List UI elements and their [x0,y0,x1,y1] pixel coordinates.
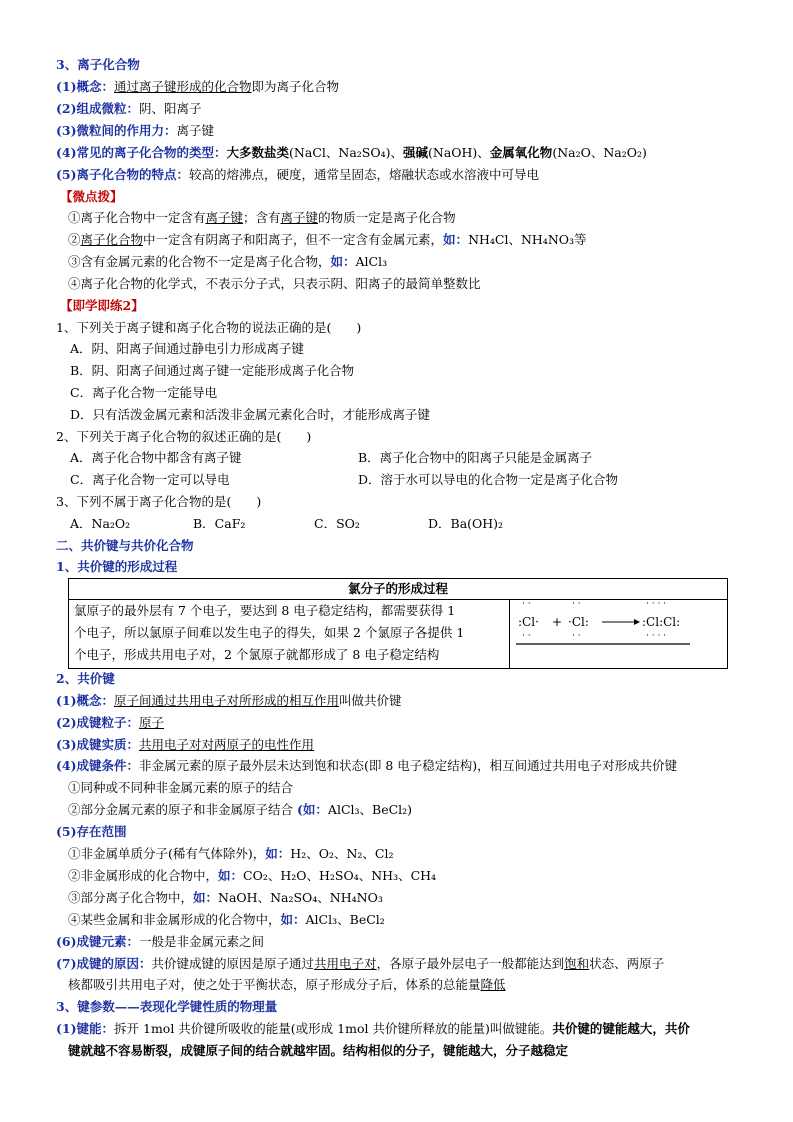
question-3-option-d: D．Ba(OH)₂ [428,516,504,531]
range-3: ③部分离子化合物中，如：NaOH、Na₂SO₄、NH₄NO₃ [68,890,383,905]
chlorine-formation-table [68,578,728,669]
eq-product: :Cl:Cl: [642,615,681,629]
question-3-option-a: A．Na₂O₂ [70,516,131,531]
section-title-bond-parameters: 3、键参数——表现化学键性质的物理量 [56,999,278,1014]
range-2: ②非金属形成的化合物中，如：CO₂、H₂O、H₂SO₄、NH₃、CH₄ [68,868,437,883]
tip-point-3: ③含有金属元素的化合物不一定是离子化合物，如：AlCl₃ [68,254,388,269]
question-1-option-b: B．阴、阳离子间通过离子键一定能形成离子化合物 [70,363,355,378]
question-3-option-b: B．CaF₂ [193,516,246,531]
tip-point-1: ①离子化合物中一定含有离子键；含有离子键的物质一定是离子化合物 [68,210,456,225]
bond-energy: (1)键能：拆开 1mol 共价键所吸收的能量(或形成 1mol 共价键所释放的能量)叫做键能。共价键的键能越大，共价 [56,1021,690,1036]
question-1-option-c: C．离子化合物一定能导电 [70,385,218,400]
dots-top-1: · · [522,600,531,609]
covalent-essence: (3)成键实质：共用电子对对两原子的电性作用 [56,737,315,752]
covalent-condition-1: ①同种或不同种非金属元素的原子的结合 [68,780,294,795]
table-text-line: 个电子，所以氯原子间难以发生电子的得失，如果 2 个氯原子各提供 1 [74,625,465,640]
question-1-option-a: A．阴、阳离子间通过静电引力形成离子键 [70,341,305,356]
bond-reason: (7)成键的原因：共价键成键的原因是原子通过共用电子对，各原子最外层电子一般都能达到饱和状态、两原子 [56,956,665,971]
covalent-condition-2: ②部分金属元素的原子和非金属原子结合 (如：AlCl₃、BeCl₂) [68,802,413,817]
ionic-force: (3)微粒间的作用力：离子键 [56,123,215,138]
bond-energy-continued: 键就越不容易断裂，成键原子间的结合就越牢固。结构相似的分子，键能越大，分子越稳定 [68,1043,569,1058]
electron-dot-equation [510,600,727,668]
dots-bottom-3: · · · · [646,631,667,641]
question-2-option-d: D．溶于水可以导电的化合物一定是离子化合物 [358,472,619,487]
part-title-covalent: 二、共价键与共价化合物 [56,538,194,553]
range-4: ④某些金属和非金属形成的化合物中，如：AlCl₃、BeCl₂ [68,912,385,927]
section-title-formation: 1、共价键的形成过程 [56,559,178,574]
table-header: 氯分子的形成过程 [69,579,727,600]
question-2-option-b: B．离子化合物中的阳离子只能是金属离子 [358,450,593,465]
covalent-concept: (1)概念：原子间通过共用电子对所形成的相互作用叫做共价键 [56,693,402,708]
ionic-types: (4)常见的离子化合物的类型：大多数盐类(NaCl、Na₂SO₄)、强碱(NaOH)、金属氧化物(Na₂O、Na₂O₂) [56,145,647,160]
tip-point-2: ②离子化合物中一定含有阴离子和阳离子，但不一定含有金属元素，如：NH₄Cl、NH₄NO₃等 [68,232,587,247]
table-text-line: 氯原子的最外层有 7 个电子，要达到 8 电子稳定结构，都需要获得 1 [74,603,456,618]
practice-title: 【即学即练2】 [60,298,144,313]
dots-bottom-2: · · [572,631,581,641]
covalent-condition: (4)成键条件：非金属元素的原子最外层未达到饱和状态(即 8 电子稳定结构)，相互间通过共用电子对形成共价键 [56,758,678,773]
eq-plus: + [552,615,563,629]
electron-dot-equation-cell [510,600,727,668]
dots-bottom-1: · · [522,631,531,641]
tip-point-4: ④离子化合物的化学式，不表示分子式，只表示阴、阳离子的最简单整数比 [68,276,481,291]
table-description-cell [69,600,510,668]
question-3: 3、下列不属于离子化合物的是( ) [56,494,262,509]
table-text-line: 个电子，形成共用电子对，2 个氯原子就都形成了 8 电子稳定结构 [74,647,440,662]
eq-cl-left: :Cl· [518,615,539,629]
bond-elements: (6)成键元素：一般是非金属元素之间 [56,934,265,949]
question-1: 1、下列关于离子键和离子化合物的说法正确的是( ) [56,320,362,335]
bond-reason-continued: 核都吸引共用电子对，使之处于平衡状态，原子形成分子后，体系的总能量降低 [68,977,506,992]
question-2: 2、下列关于离子化合物的叙述正确的是( ) [56,429,312,444]
question-2-option-c: C．离子化合物一定可以导电 [70,472,230,487]
reaction-arrow-head [634,619,640,625]
ionic-particles: (2)组成微粒：阴、阳离子 [56,101,202,116]
section-title-covalent-bond: 2、共价键 [56,671,115,686]
dots-top-3: · · · · [646,600,667,609]
ionic-concept: (1)概念：通过离子键形成的化合物即为离子化合物 [56,79,340,94]
question-3-option-c: C．SO₂ [314,516,360,531]
tip-title: 【微点拨】 [60,189,123,204]
section-title-ionic-compounds: 3、离子化合物 [56,57,140,72]
eq-cl-right: ·Cl: [568,615,589,629]
question-2-option-a: A．离子化合物中都含有离子键 [70,450,242,465]
dots-top-2: · · [572,600,581,609]
question-1-option-d: D．只有活泼金属元素和活泼非金属元素化合时，才能形成离子键 [70,407,431,422]
range-1: ①非金属单质分子(稀有气体除外)，如：H₂、O₂、N₂、Cl₂ [68,846,394,861]
covalent-particles: (2)成键粒子：原子 [56,715,165,730]
range-title: (5)存在范围 [56,824,127,839]
ionic-properties: (5)离子化合物的特点：较高的熔沸点，硬度，通常呈固态，熔融状态或水溶液中可导电 [56,167,540,182]
